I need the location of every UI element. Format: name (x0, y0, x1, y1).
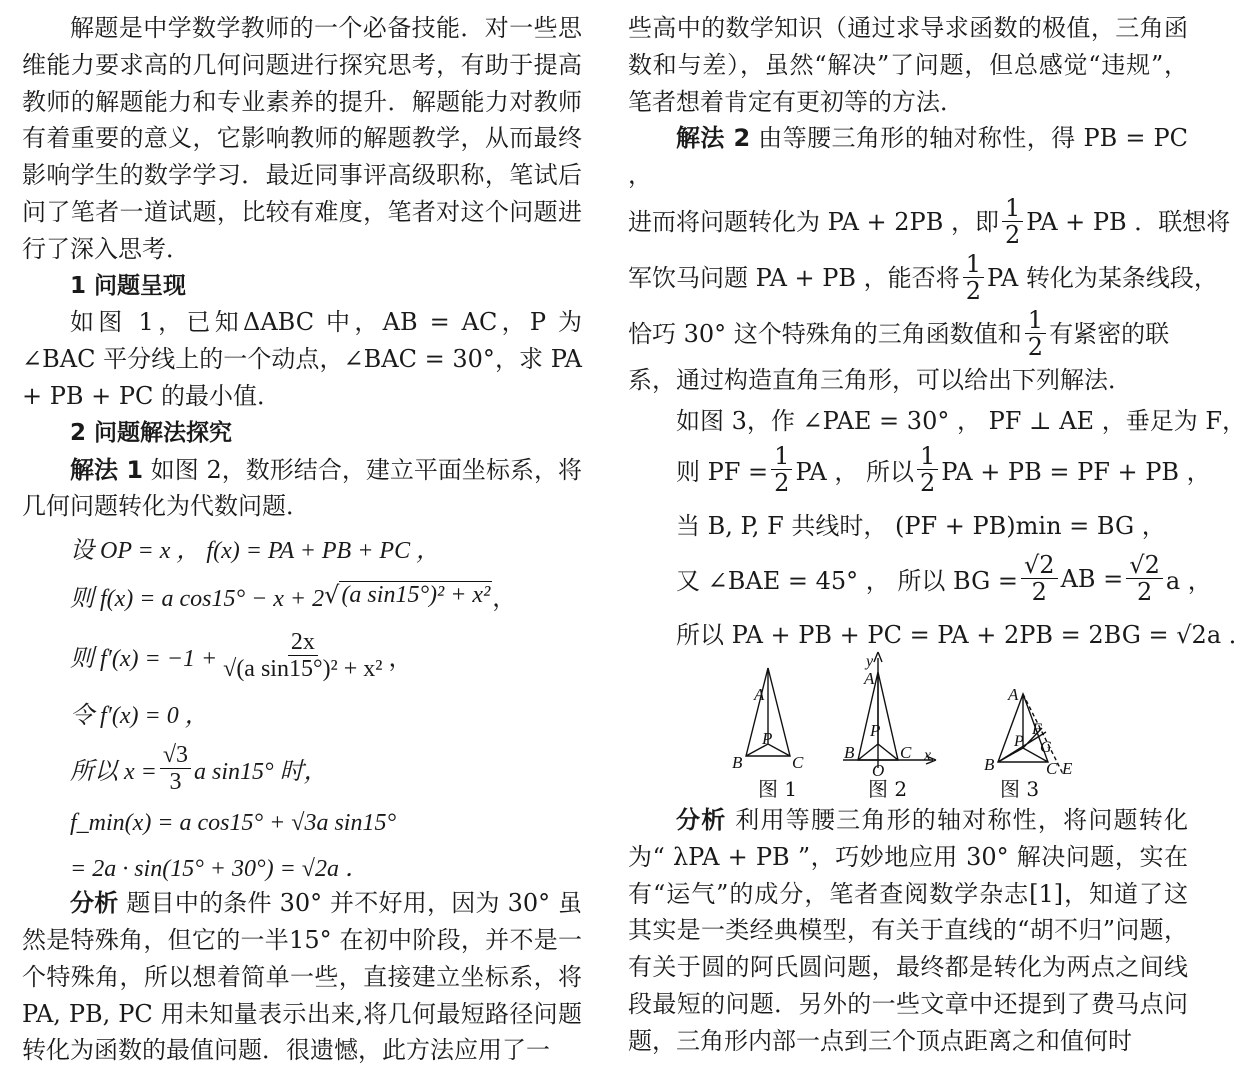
svg-text:F: F (1032, 721, 1042, 738)
svg-text:B: B (984, 755, 995, 774)
svg-text:C: C (1046, 759, 1058, 778)
equation-6: f_min(x) = a cos15° + √3a sin15° (70, 809, 397, 836)
method-2-line-3: 军饮马问题 PA + PB ，能否将 $\frac{1}{2}$ PA 转化为某条线段， (628, 250, 1218, 306)
svg-text:G: G (1040, 739, 1052, 756)
svg-text:B: B (732, 753, 743, 772)
continued-paragraph: 些高中的数学知识（通过求导求函数的极值，三角函数和与差），虽然“解决”了问题，但总感觉“违规”，笔者想着肯定有更初等的方法． (628, 14, 1188, 116)
method-2-line-2: 进而将问题转化为 PA + 2PB ，即 $\frac{1}{2}$ PA + PB ．联想将 (628, 194, 1231, 250)
section-heading-1: 1 问题呈现 (70, 272, 187, 299)
method-1-intro (22, 452, 582, 526)
equation-7: = 2a · sin(15° + 30°) = √2a ． (70, 855, 369, 882)
figure-1-caption: 图 1 (758, 777, 798, 801)
geometry-figures (728, 648, 1148, 801)
step-3: 当 B, P, F 共线时， (PF + PB)min = BG ， (676, 512, 1166, 541)
analysis-2-label: 分析 (676, 806, 727, 834)
equation-5: 所以 x = $\frac{√3}{3}$ a sin15° 时， (70, 741, 328, 795)
step-5: 所以 PA + PB + PC = PA + 2PB = 2BG = √2a ． (676, 621, 1253, 650)
analysis-1-label: 分析 (70, 889, 119, 918)
analysis-2-text: 利用等腰三角形的轴对称性，将问题转化为“ λPA + PB ”，巧妙地应用 30° 解决问题，实在有“运气”的成分，笔者查阅数学杂志[1]，知道了这其实是一类经典模型，有关于直线的“胡不归”问题，有关于圆的阿氏圆问题，最终都是转化为两点之间线段最短的问题．另外的一些文章中还提到了费马点问题，三角形内部一点到三个顶点距离之和值何时 (628, 806, 1188, 1055)
analysis-1 (22, 885, 582, 1069)
svg-text:x: x (924, 747, 932, 764)
analysis-2 (628, 802, 1188, 1060)
step-1: 如图 3，作 ∠PAE = 30° ， PF ⊥ AE ，垂足为 F， (676, 407, 1246, 436)
equation-3-fraction: $\frac{2x}{\text{√(a sin15°)² + x²}}$ (223, 628, 383, 682)
intro-paragraph: 解题是中学数学教师的一个必备技能．对一些思维能力要求高的几何问题进行探究思考，有助于提高教师的解题能力和专业素养的提升．解题能力对教师有着重要的意义，它影响教师的解题教学，从而最终影响学生的数学学习．最近同事评高级职称，笔试后问了笔者一道试题，比较有难度，笔者对这个问题进行了深入思考． (22, 14, 582, 263)
left-column (22, 10, 582, 1069)
method-2-line-4: 恰巧 30° 这个特殊角的三角函数值和 $\frac{1}{2}$ 有紧密的联 (628, 306, 1170, 362)
svg-text:E: E (1062, 759, 1073, 778)
method-2-label: 解法 2 (676, 124, 751, 153)
figures-row (728, 648, 1108, 801)
equation-1: 设 OP = x ， f(x) = PA + PB + PC ， (70, 537, 441, 564)
equation-3: 则 f′(x) = −1 + $\frac{2x}{\text{√(a sin15°)² + x²}}$ ， (70, 628, 413, 682)
svg-text:P: P (870, 721, 881, 740)
method-1-text: 如图 2，数形结合，建立平面坐标系，将几何问题转化为代数问题． (22, 455, 583, 521)
figure-2-caption: 图 2 (868, 777, 908, 801)
step-4: 又 ∠BAE = 45° ， 所以 BG = $\frac{√2}{2}$ AB = $\frac{√2}{2}$ a ， (676, 551, 1212, 607)
equation-4: 令 f′(x) = 0 ， (70, 702, 209, 729)
svg-text:A: A (754, 685, 765, 704)
problem-statement: 如图 1，已知ΔABC 中，AB = AC，P 为∠BAC 平分线上的一个动点，∠BAC = 30°，求 PA + PB + PC 的最小值． (22, 308, 582, 410)
right-column (628, 10, 1253, 1055)
figure-1 (732, 668, 804, 772)
figure-3 (984, 685, 1073, 778)
method-2-line-1: 解法 2 由等腰三角形的轴对称性，得 PB = PC ， (628, 124, 1188, 190)
method-2-line-5: 系，通过构造直角三角形，可以给出下列解法． (628, 365, 1132, 394)
svg-text:y: y (866, 653, 874, 670)
svg-text:C: C (900, 743, 912, 762)
equation-2: 则 f(x) = a cos15° − x + 2 √ (a sin15°)² + x² ， (70, 581, 517, 612)
svg-text:C: C (792, 753, 804, 772)
svg-text:O: O (872, 761, 885, 780)
analysis-1-text: 题目中的条件 30° 并不好用，因为 30° 虽然是特殊角，但它的一半15° 在初中阶段，并不是一个特殊角，所以想着简单一些，直接建立坐标系，将 PA, PB, PC 用未知量表示出来,将几何最短路径问题转化为函数的最值问题．很遗憾，此方法应用了一 (22, 889, 582, 1065)
svg-text:B: B (844, 743, 855, 762)
step-2: 则 PF = $\frac{1}{2}$ PA ， 所以 $\frac{1}{2}$ PA + PB = PF + PB ， (676, 442, 1211, 498)
section-heading-2: 2 问题解法探究 (70, 419, 233, 446)
figure-2 (843, 652, 936, 780)
svg-text:A: A (864, 669, 875, 688)
svg-text:P: P (1014, 733, 1024, 750)
figure-3-caption: 图 3 (1000, 777, 1040, 801)
svg-text:P: P (762, 729, 773, 748)
method-1-label: 解法 1 (70, 455, 144, 484)
svg-text:A: A (1008, 685, 1019, 704)
